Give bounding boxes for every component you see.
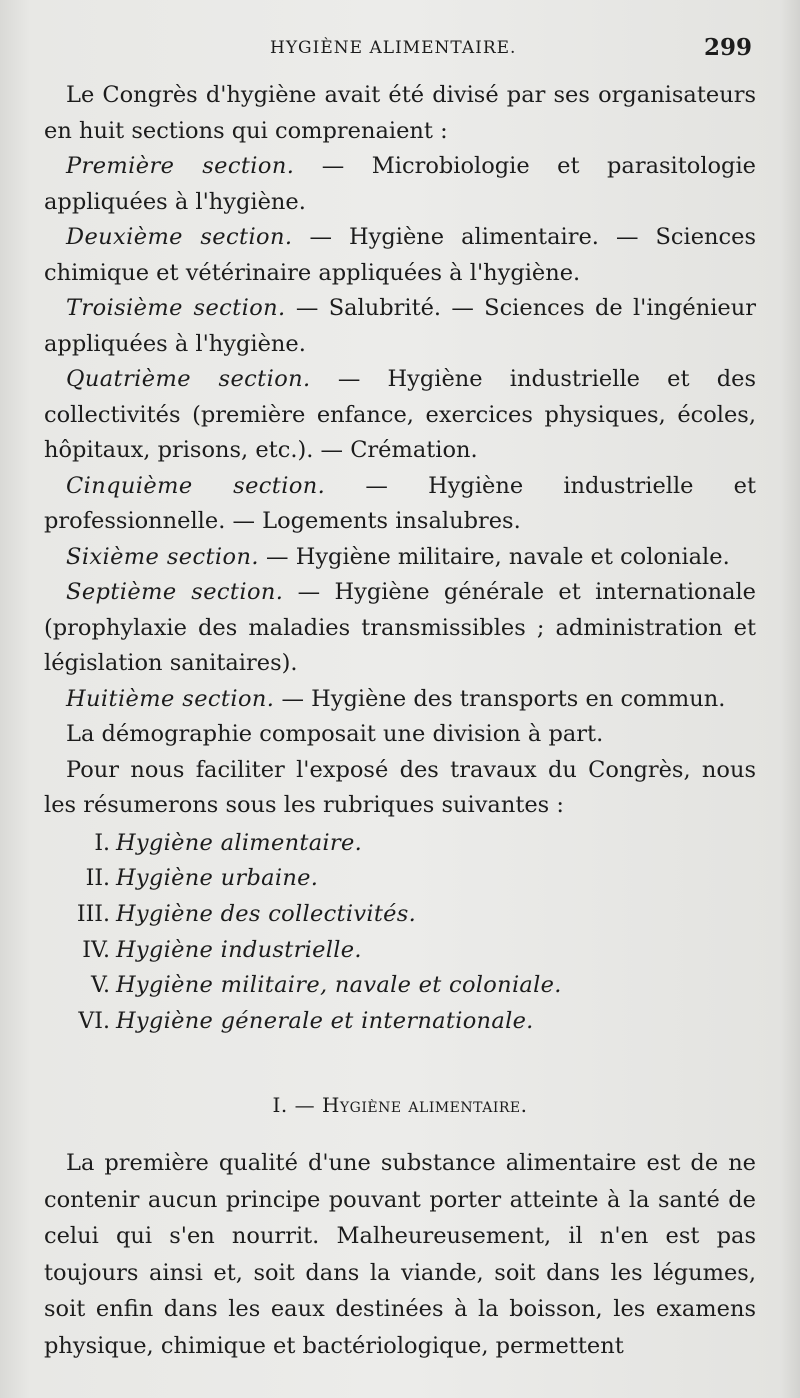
page-body: [44, 78, 756, 1364]
rubric-label: Hygiène urbaine.: [116, 865, 319, 892]
section-name: Deuxième section.: [66, 224, 293, 250]
section-4: [44, 362, 756, 469]
section-text: — Salubrité. — Sciences de l'ingénieur appliquées à l'hygiène.: [44, 295, 756, 357]
section-name: Quatrième section.: [66, 366, 311, 392]
list-item: [44, 897, 756, 933]
chapter-number: I. —: [272, 1092, 322, 1117]
section-name: Septième section.: [66, 579, 284, 605]
chapter-heading: [44, 1088, 756, 1124]
section-name: Troisième section.: [66, 295, 286, 321]
page-number: 299: [703, 34, 752, 61]
section-6: [44, 540, 756, 576]
list-item: [44, 1004, 756, 1040]
intro-paragraph: Le Congrès d'hygiène avait été divisé par ses organisateurs en huit sections qui comprenaient :: [44, 82, 756, 144]
section-7: [44, 575, 756, 682]
demography-paragraph: La démographie composait une division à part.: [66, 721, 604, 747]
rubric-label: Hygiène génerale et internationale.: [116, 1008, 534, 1035]
chapter-body-paragraph: La première qualité d'une substance alimentaire est de ne contenir aucun principe pouvant porter atteinte à la santé de celui qui s'en nourrit. Malheureusement, il n'en est pas toujours ainsi et, soit dans la viande, soit dans les légumes, soit enfin dans les eaux destinées à la boisson, les examens physique, chimique et bactériologique, permettent: [44, 1150, 756, 1359]
section-1: [44, 149, 756, 220]
rubric-label: Hygiène militaire, navale et coloniale.: [116, 972, 562, 999]
rubric-number: I.: [94, 830, 110, 856]
rubric-label: Hygiène alimentaire.: [116, 829, 363, 856]
section-text: — Hygiène militaire, navale et coloniale.: [258, 543, 730, 570]
section-2: [44, 220, 756, 291]
list-item: [44, 933, 756, 969]
section-text: — Hygiène industrielle et des collectivités (première enfance, exercices physiques, écoles, hôpitaux, prisons, etc.). — Crémation.: [44, 366, 756, 463]
rubric-label: Hygiène des collectivités.: [116, 900, 417, 927]
section-text: — Hygiène industrielle et professionnelle. — Logements insalubres.: [44, 472, 756, 534]
rubric-label: Hygiène industrielle.: [116, 936, 362, 963]
rubrics-intro-paragraph: Pour nous faciliter l'exposé des travaux du Congrès, nous les résumerons sous les rubriques suivantes :: [44, 756, 756, 818]
list-item: [44, 826, 756, 862]
section-name: Sixième section.: [66, 543, 259, 570]
list-item: [44, 861, 756, 897]
list-item: [44, 968, 756, 1004]
chapter-title: Hygiène alimentaire.: [321, 1092, 528, 1117]
section-text: — Hygiène des transports en commun.: [274, 685, 726, 712]
section-name: Première section.: [66, 153, 295, 179]
section-text: — Hygiène générale et internationale (prophylaxie des maladies transmissibles ; administration et législation sanitaires).: [44, 579, 756, 676]
rubric-number: V.: [90, 973, 110, 999]
section-name: Cinquième section.: [66, 472, 326, 499]
section-name: Huitième section.: [66, 685, 275, 712]
running-title: HYGIÈNE ALIMENTAIRE.: [270, 38, 517, 58]
section-text: — Microbiologie et parasitologie appliquées à l'hygiène.: [44, 153, 756, 215]
section-5: [44, 469, 756, 540]
rubric-number: IV.: [82, 937, 110, 963]
page-header: [0, 34, 800, 68]
rubric-number: VI.: [78, 1009, 110, 1035]
section-8: [44, 682, 756, 718]
rubrics-list: [44, 826, 756, 1040]
section-text: — Hygiène alimentaire. — Sciences chimique et vétérinaire appliquées à l'hygiène.: [44, 224, 756, 286]
rubric-number: II.: [85, 866, 110, 892]
rubric-number: III.: [76, 901, 110, 927]
section-3: [44, 291, 756, 362]
